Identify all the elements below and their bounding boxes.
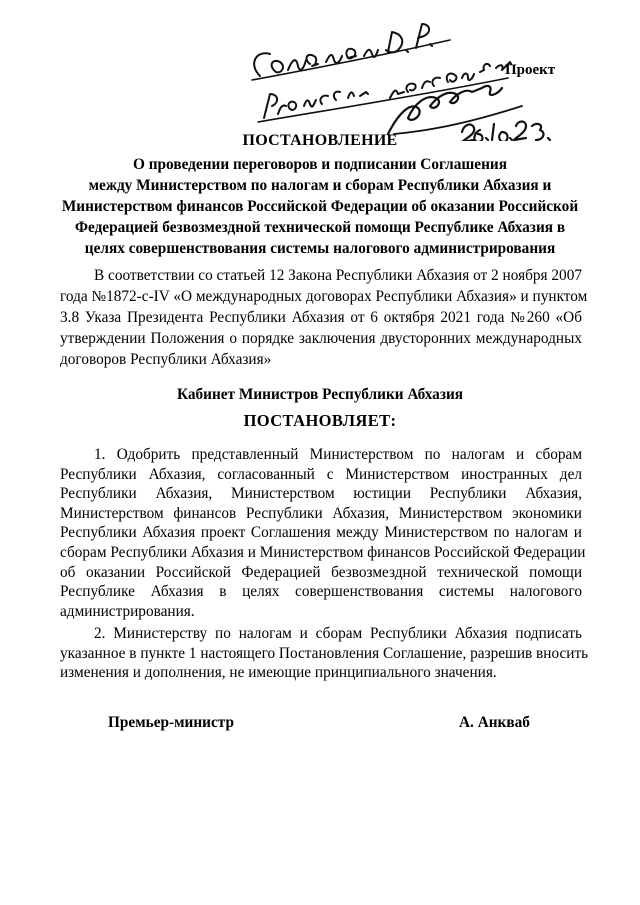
decree-item-2 bbox=[60, 624, 589, 683]
item-line: Республики Абхазия, Министерством юстиции Республики Абхазия, bbox=[60, 485, 582, 503]
issuing-body: Кабинет Министров Республики Абхазия bbox=[176, 386, 464, 403]
item-line: изменения и дополнения, не имеющие принципиального значения. bbox=[60, 664, 497, 682]
item-line: Республики Абхазия, согласованный с Министерством иностранных дел bbox=[60, 465, 582, 483]
item-line: 2. Министерству по налогам и сборам Республики Абхазия подписать bbox=[94, 625, 582, 642]
title-line: Министерством финансов Российской Федерации об оказании Российской bbox=[61, 198, 579, 215]
title-line: О проведении переговоров и подписании Соглашения bbox=[133, 156, 507, 173]
preamble-line: утверждении Положения о порядке заключения двусторонних международных bbox=[60, 330, 582, 347]
title-line: Федерацией безвозмездной технической помощи Республике Абхазия в bbox=[74, 219, 566, 236]
preamble-line: договоров Республики Абхазия» bbox=[60, 351, 272, 368]
preamble-line: В соответствии со статьей 12 Закона Республики Абхазия от 2 ноября 2007 bbox=[94, 267, 582, 284]
item-line: Республике Абхазия в целях совершенствования системы налогового bbox=[60, 583, 582, 601]
title-line: между Министерством по налогам и сборам Республики Абхазия и bbox=[88, 177, 552, 194]
item-line: Министерством финансов Республики Абхазия, Министерством экономики bbox=[60, 504, 582, 522]
preamble-line: 3.8 Указа Президента Республики Абхазия от 6 октября 2021 года №260 «Об bbox=[60, 309, 582, 326]
project-label: Проект bbox=[505, 62, 556, 78]
preamble-paragraph bbox=[60, 265, 588, 370]
signatory-name: А. Анкваб bbox=[459, 714, 530, 731]
title-line: целях совершенствования системы налогового администрирования bbox=[84, 240, 556, 257]
signatory-role: Премьер-министр bbox=[108, 714, 234, 731]
item-line: указанное в пункте 1 настоящего Постановления Соглашение, разрешив вносить bbox=[60, 644, 589, 662]
document-title bbox=[60, 154, 580, 259]
document-type: ПОСТАНОВЛЕНИЕ bbox=[242, 132, 398, 149]
item-line: сборам Республики Абхазия и Министерством финансов Российской Федерации bbox=[60, 543, 586, 561]
item-line: администрирования. bbox=[60, 602, 195, 620]
item-line: Республики Абхазия проект Соглашения между Министерством по налогам и bbox=[60, 524, 582, 542]
item-line: 1. Одобрить представленный Министерством по налогам и сборам bbox=[94, 446, 582, 463]
decree-heading: ПОСТАНОВЛЯЕТ: bbox=[243, 411, 397, 430]
item-line: об оказании Российской Федерацией безвозмездной технической помощи bbox=[60, 563, 582, 581]
decree-item-1 bbox=[60, 445, 586, 621]
preamble-line: года №1872-с-IV «О международных договорах Республики Абхазия» и пунктом bbox=[60, 288, 588, 305]
